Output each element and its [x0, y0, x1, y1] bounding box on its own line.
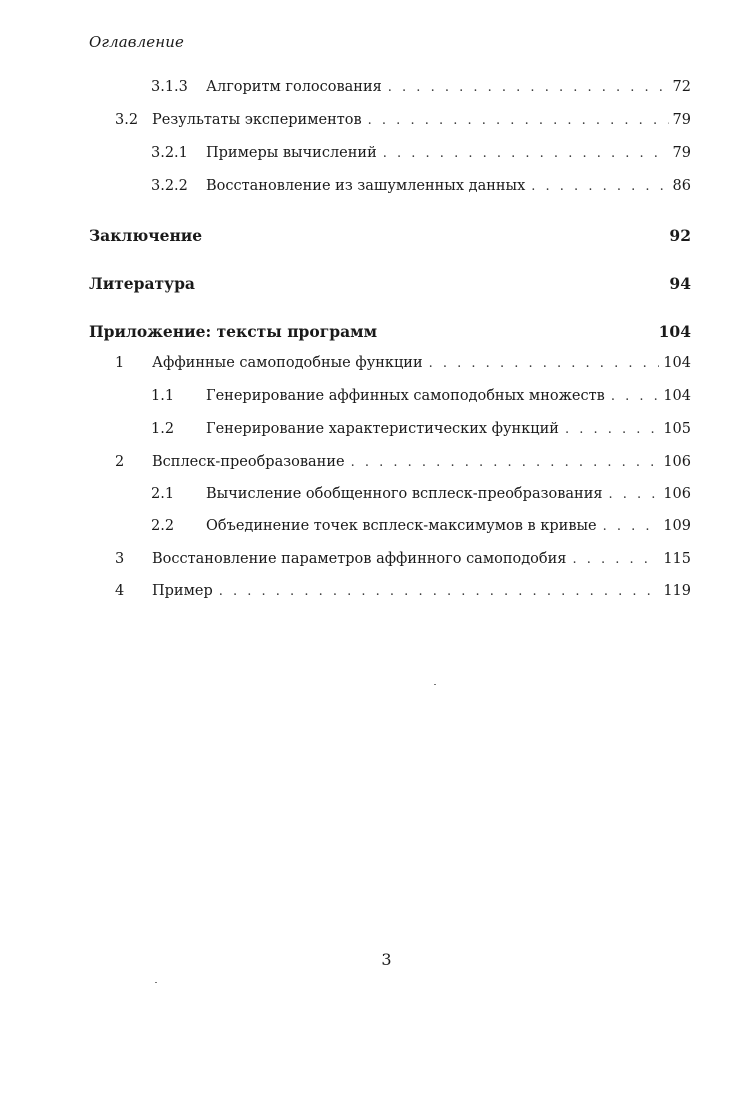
toc-entry-number: 4 [115, 583, 125, 599]
toc-entry-title: Пример [152, 583, 213, 599]
toc-entry-appendix-1[interactable] [115, 355, 691, 371]
toc-chapter-appendix[interactable] [89, 322, 691, 341]
toc-chapter-title: Заключение [89, 226, 203, 245]
dot-leader [383, 146, 669, 161]
toc-chapter-title: Приложение: тексты программ [89, 322, 378, 341]
toc-entry-appendix-1-2[interactable] [151, 421, 691, 437]
toc-entry-page: 79 [672, 112, 691, 128]
toc-entry-appendix-2-2[interactable] [151, 518, 691, 534]
toc-chapter-page: 104 [658, 322, 691, 341]
dot-leader [351, 455, 660, 470]
toc-entry-number: 3.2 [115, 112, 139, 128]
toc-entry-appendix-1-1[interactable] [151, 388, 691, 404]
dot-leader [603, 519, 660, 534]
toc-entry-number: 3.2.2 [151, 178, 188, 194]
toc-chapter-literature[interactable] [89, 274, 691, 293]
toc-entry-title: Результаты экспериментов [152, 112, 362, 128]
toc-entry-number: 1.1 [151, 388, 175, 404]
dot-leader [609, 487, 660, 502]
toc-entry-page: 72 [672, 79, 691, 95]
toc-entry-page: 106 [663, 486, 691, 502]
running-head: Оглавление [89, 33, 184, 51]
toc-entry-number: 1.2 [151, 421, 175, 437]
toc-entry-page: 106 [663, 454, 691, 470]
dot-leader [388, 80, 669, 95]
toc-entry-title: Алгоритм голосования [206, 79, 382, 95]
toc-entry-3-2-2[interactable] [151, 178, 691, 194]
toc-entry-number: 2 [115, 454, 125, 470]
dot-leader [531, 179, 668, 194]
dot-leader [565, 422, 659, 437]
toc-chapter-page: 92 [669, 226, 691, 245]
toc-chapter-page: 94 [669, 274, 691, 293]
dot-leader [572, 552, 659, 567]
toc-entry-title: Примеры вычислений [206, 145, 377, 161]
toc-entry-page: 109 [663, 518, 691, 534]
toc-entry-page: 86 [672, 178, 691, 194]
toc-entry-title: Объединение точек всплеск-максимумов в кривые [206, 518, 597, 534]
toc-entry-number: 3 [115, 551, 125, 567]
toc-chapter-conclusion[interactable] [89, 226, 691, 245]
scan-speck [155, 982, 157, 983]
toc-entry-page: 104 [663, 355, 691, 371]
dot-leader [429, 356, 660, 371]
toc-entry-number: 2.2 [151, 518, 175, 534]
toc-entry-page: 79 [672, 145, 691, 161]
toc-chapter-title: Литература [89, 274, 195, 293]
toc-entry-number: 1 [115, 355, 125, 371]
toc-entry-page: 105 [663, 421, 691, 437]
dot-leader [611, 389, 659, 404]
toc-entry-appendix-2-1[interactable] [151, 486, 691, 502]
toc-entry-number: 3.1.3 [151, 79, 188, 95]
toc-entry-title: Генерирование характеристических функций [206, 421, 559, 437]
toc-entry-page: 115 [663, 551, 691, 567]
toc-entry-3-2[interactable] [115, 112, 691, 128]
toc-entry-number: 3.2.1 [151, 145, 188, 161]
toc-entry-title: Вычисление обобщенного всплеск-преобразования [206, 486, 603, 502]
dot-leader [368, 113, 669, 128]
toc-entry-3-2-1[interactable] [151, 145, 691, 161]
page-number: 3 [381, 950, 392, 969]
toc-entry-title: Всплеск-преобразование [152, 454, 345, 470]
toc-entry-title: Генерирование аффинных самоподобных множеств [206, 388, 605, 404]
toc-entry-appendix-2[interactable] [115, 454, 691, 470]
toc-entry-title: Восстановление параметров аффинного самоподобия [152, 551, 567, 567]
toc-entry-title: Восстановление из зашумленных данных [206, 178, 526, 194]
toc-entry-page: 104 [663, 388, 691, 404]
dot-leader [219, 584, 660, 599]
scan-speck [434, 684, 436, 685]
toc-entry-number: 2.1 [151, 486, 175, 502]
toc-entry-page: 119 [663, 583, 691, 599]
toc-entry-3-1-3[interactable] [151, 79, 691, 95]
toc-entry-appendix-3[interactable] [115, 551, 691, 567]
toc-entry-title: Аффинные самоподобные функции [152, 355, 423, 371]
toc-entry-appendix-4[interactable] [115, 583, 691, 599]
